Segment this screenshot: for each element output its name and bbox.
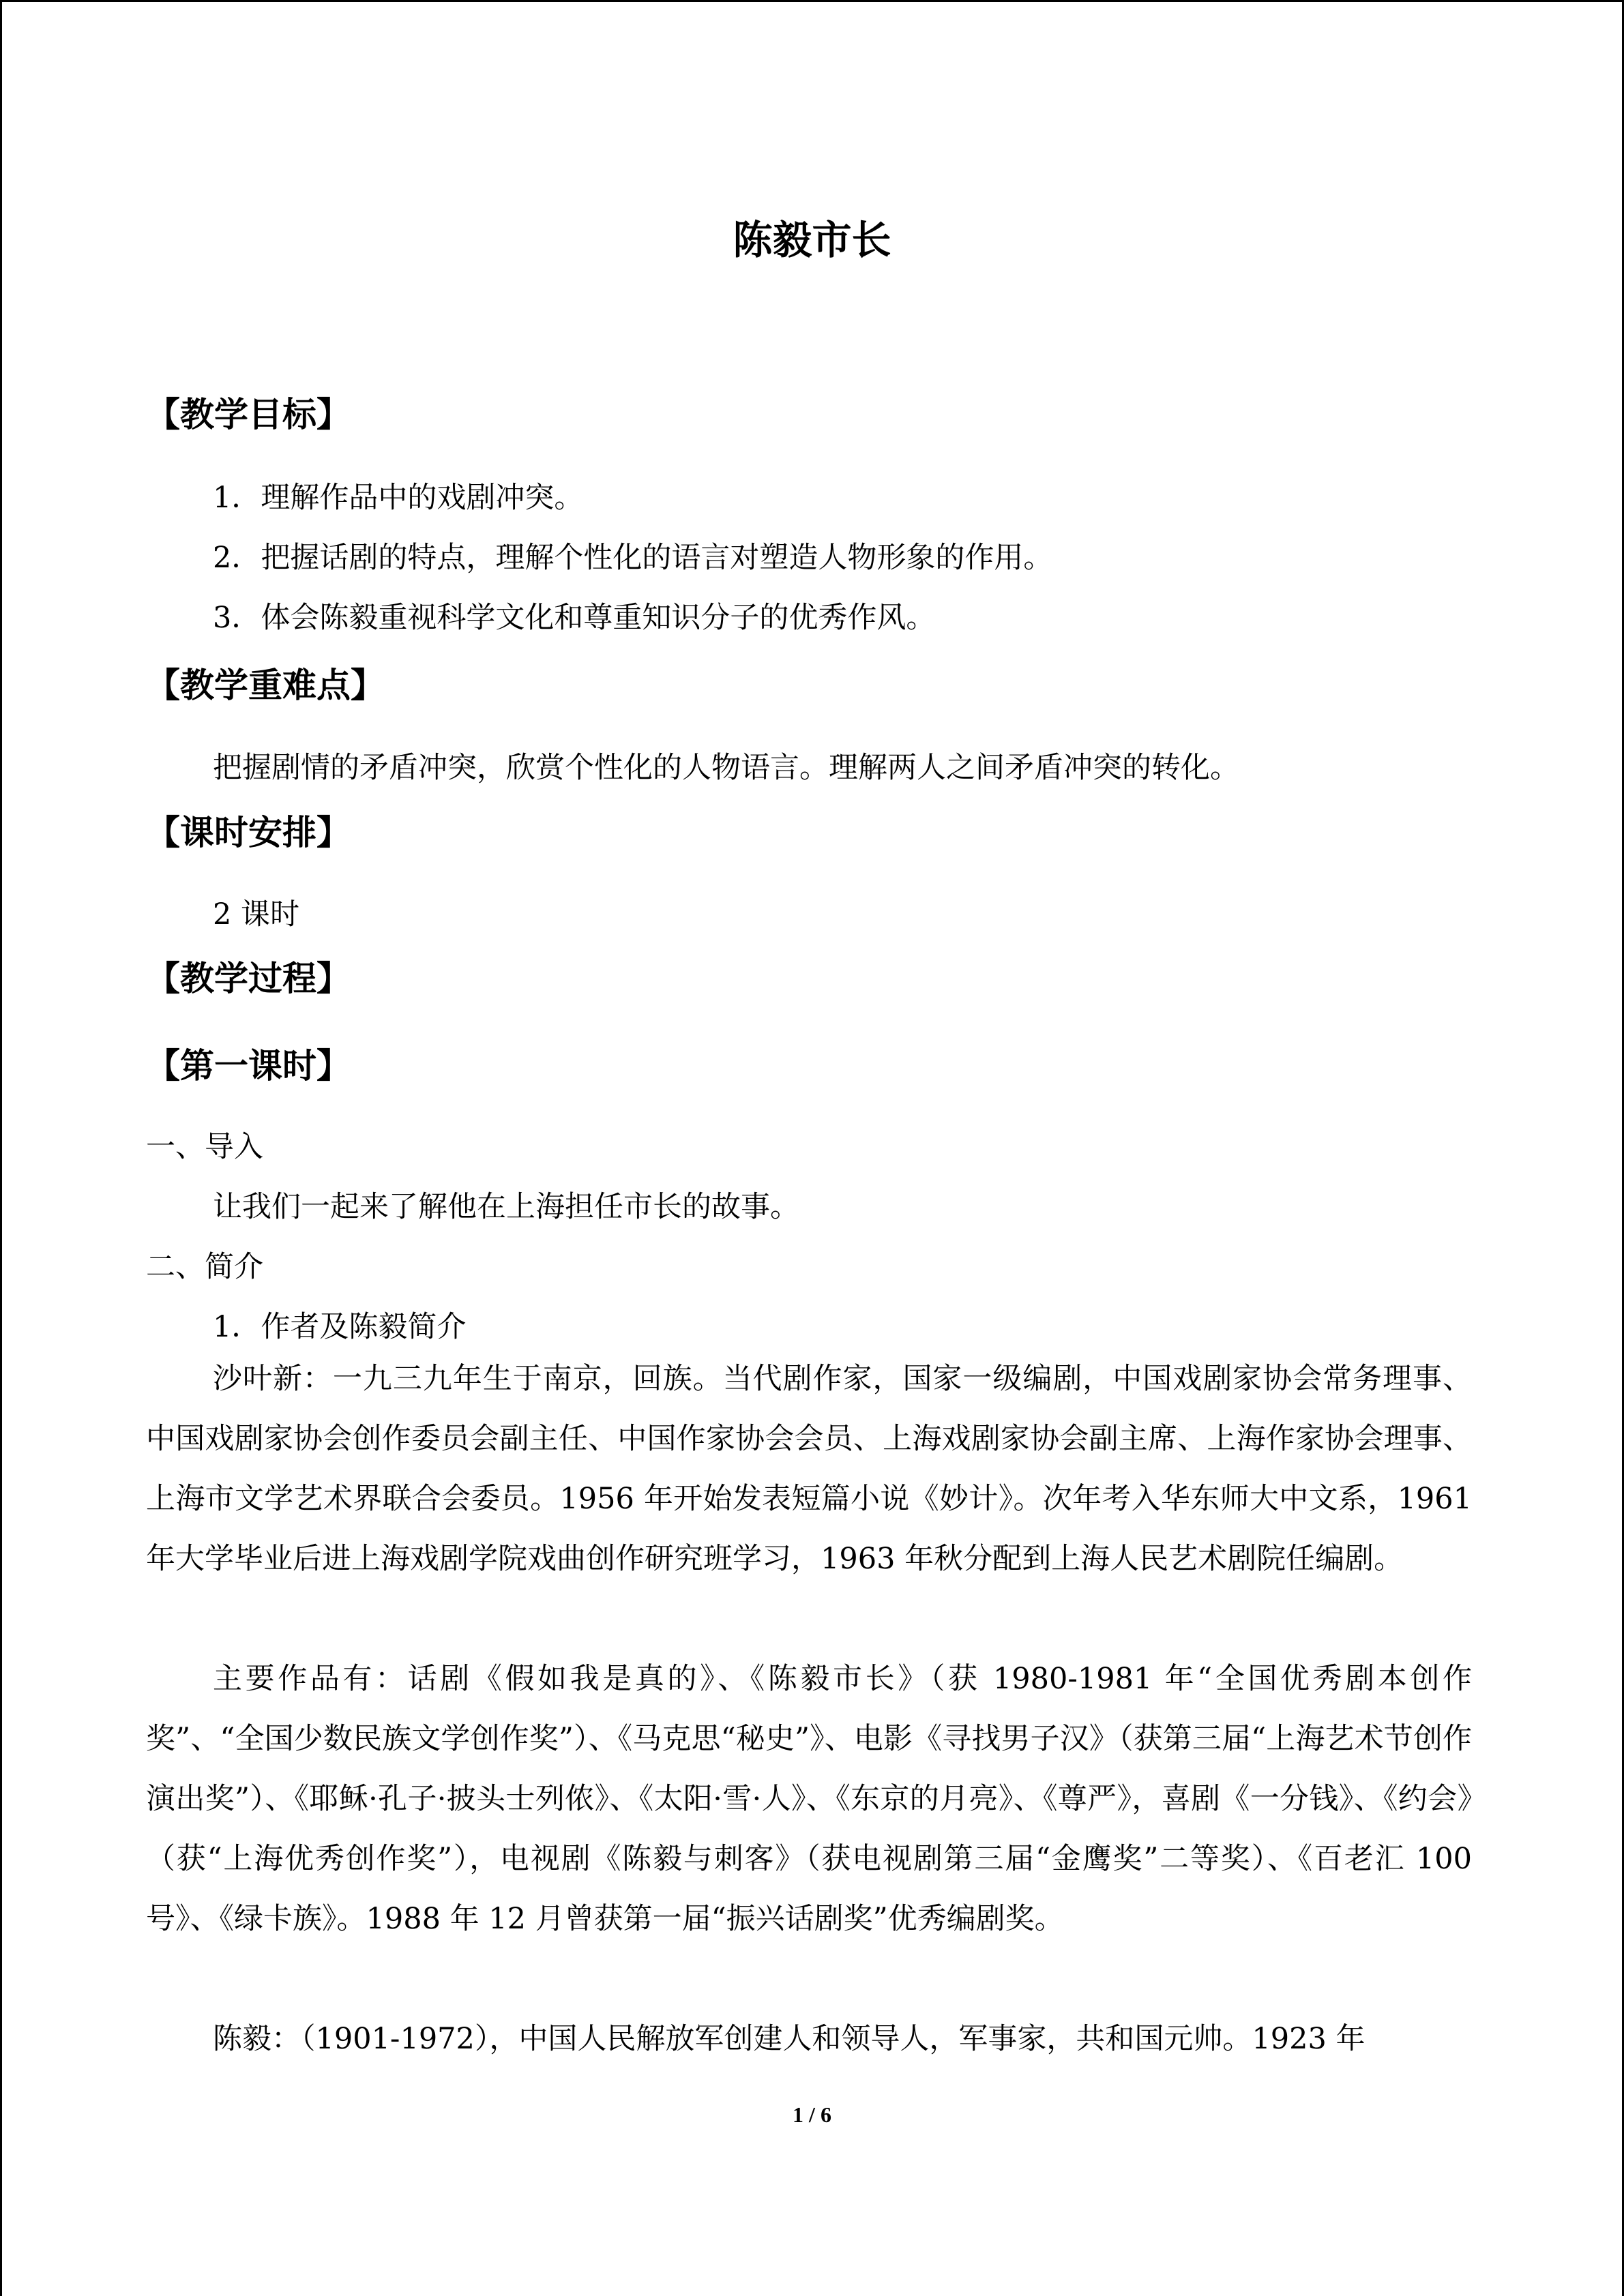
intro-heading: 一、导入 <box>146 1130 263 1164</box>
objectives-heading: 【教学目标】 <box>146 395 351 434</box>
chenyi-paragraph <box>146 2009 1472 2069</box>
page-number: 1 / 6 <box>793 2102 831 2127</box>
page-title: 陈毅市长 <box>733 217 891 263</box>
schedule-heading: 【课时安排】 <box>146 813 351 852</box>
keypoints-heading: 【教学重难点】 <box>146 666 385 705</box>
brief-subheading: 1．作者及陈毅简介 <box>213 1310 467 1344</box>
works-text: 主要作品有：话剧《假如我是真的》、《陈毅市长》（获 1980-1981 年“全国优秀剧本创作奖”、“全国少数民族文学创作奖”）、《马克思“秘史”》、电影《寻找男子汉》（获第三届“上海艺术节创作演出奖”）、《耶稣·孔子·披头士列侬》、《太阳·雪·人》、《东京的月亮》、《尊严》，喜剧《一分钱》、《约会》（获“上海优秀创作奖”），电视剧《陈毅与刺客》（获电视剧第三届“金鹰奖”二等奖）、《百老汇 100 号》、《绿卡族》。1988 年 12 月曾获第一届“振兴话剧奖”优秀编剧奖。 <box>146 1662 1472 1936</box>
objective-item: 2．把握话剧的特点，理解个性化的语言对塑造人物形象的作用。 <box>213 541 1053 575</box>
chenyi-text: 陈毅：（1901-1972），中国人民解放军创建人和领导人，军事家，共和国元帅。1923 年 <box>213 2022 1365 2056</box>
brief-heading: 二、简介 <box>146 1250 263 1284</box>
page-border-left <box>0 0 2 2296</box>
works-paragraph <box>146 1649 1472 1949</box>
lesson1-heading: 【第一课时】 <box>146 1046 351 1086</box>
intro-text: 让我们一起来了解他在上海担任市长的故事。 <box>213 1190 799 1224</box>
keypoints-text: 把握剧情的矛盾冲突，欣赏个性化的人物语言。理解两人之间矛盾冲突的转化。 <box>213 751 1239 785</box>
objective-item: 3．体会陈毅重视科学文化和尊重知识分子的优秀作风。 <box>213 601 936 635</box>
schedule-text: 2 课时 <box>213 897 300 931</box>
author-text: 沙叶新：一九三九年生于南京，回族。当代剧作家，国家一级编剧，中国戏剧家协会常务理事、中国戏剧家协会创作委员会副主任、中国作家协会会员、上海戏剧家协会副主席、上海作家协会理事、上海市文学艺术界联合会委员。1956 年开始发表短篇小说《妙计》。次年考入华东师大中文系，1961 年大学毕业后进上海戏剧学院戏曲创作研究班学习，1963 年秋分配到上海人民艺术剧院任编剧。 <box>146 1362 1472 1576</box>
objective-item: 1．理解作品中的戏剧冲突。 <box>213 481 584 515</box>
author-paragraph <box>146 1349 1472 1589</box>
page-border-top <box>0 0 1624 2</box>
process-heading: 【教学过程】 <box>146 959 351 998</box>
